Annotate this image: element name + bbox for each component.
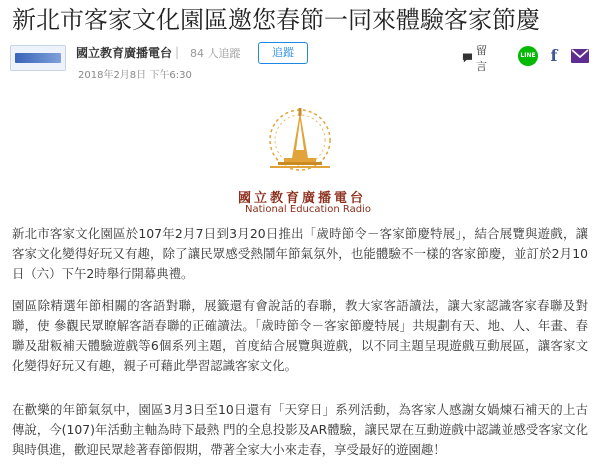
paragraph: 新北市客家文化園區於107年2月7日到3月20日推出「歲時節令－客家節慶特展」，結合展覽與遊戲，讓客家文化變得好玩又有趣，除了讓民眾感受熱鬧年節氣氛外，也能體驗不一樣的客家節慶，並訂於2月10日（六）下午2時舉行開幕典禮。 [12, 226, 588, 281]
divider: | [175, 45, 180, 59]
facebook-icon: f [550, 46, 558, 65]
radio-tower-logo [200, 100, 400, 190]
paragraph: 在歡樂的年節氣氛中，園區3月3日至10日還有「天穿日」系列活動，為客家人感謝女媧煉石補天的上古傳說，今(107)年活動主軸為時下最熱 門的全息投影及AR體驗，讓民眾在互動遊戲中認識並感受客家文化與時俱進，歡迎民眾趁著春節假期，帶著全家大小來走春，享受最好的遊園趣！ [12, 402, 588, 457]
article-title: 新北市客家文化園區邀您春節一同來體驗客家節慶 [12, 6, 540, 34]
facebook-share-button[interactable] [546, 46, 562, 66]
follow-button[interactable]: 追蹤 [258, 42, 308, 64]
comment-label: 留言 [475, 44, 487, 73]
line-icon: LINE [520, 52, 536, 59]
logo-name-english: National Education Radio [245, 204, 371, 215]
author-bar [10, 44, 590, 80]
publisher-name[interactable]: 國立教育廣播電台 [76, 46, 173, 60]
publish-date: 2018年2月8日 下午6:30 [78, 70, 192, 81]
paragraph: 園區除精選年節相關的客語對聯，展籤還有會說話的春聯，教大家客語讀法，讓大家認識客家春聯及對聯，使 參觀民眾瞭解客語春聯的正確讀法。「歲時節令－客家節慶特展」共規劃有天、地、人、年畫、春聯及甜粄補天體驗遊戲等6個系列主題，首度結合展覽與遊戲，以不同主題呈現遊戲互動展區，讓客家文化變得好玩又有趣，親子可藉此學習認識客家文化。 [12, 298, 588, 373]
publisher-logo-mark [15, 53, 61, 63]
comment-icon [462, 52, 473, 64]
logo-name-chinese: 國立教育廣播電台 [238, 191, 367, 206]
hero-image [200, 100, 400, 220]
mail-icon[interactable] [571, 49, 589, 63]
comment-button[interactable] [462, 44, 496, 73]
publisher-logo[interactable] [10, 45, 66, 71]
share-actions [462, 44, 592, 73]
follower-count: 84 人追蹤 [190, 47, 241, 60]
line-share-button[interactable] [518, 46, 538, 66]
